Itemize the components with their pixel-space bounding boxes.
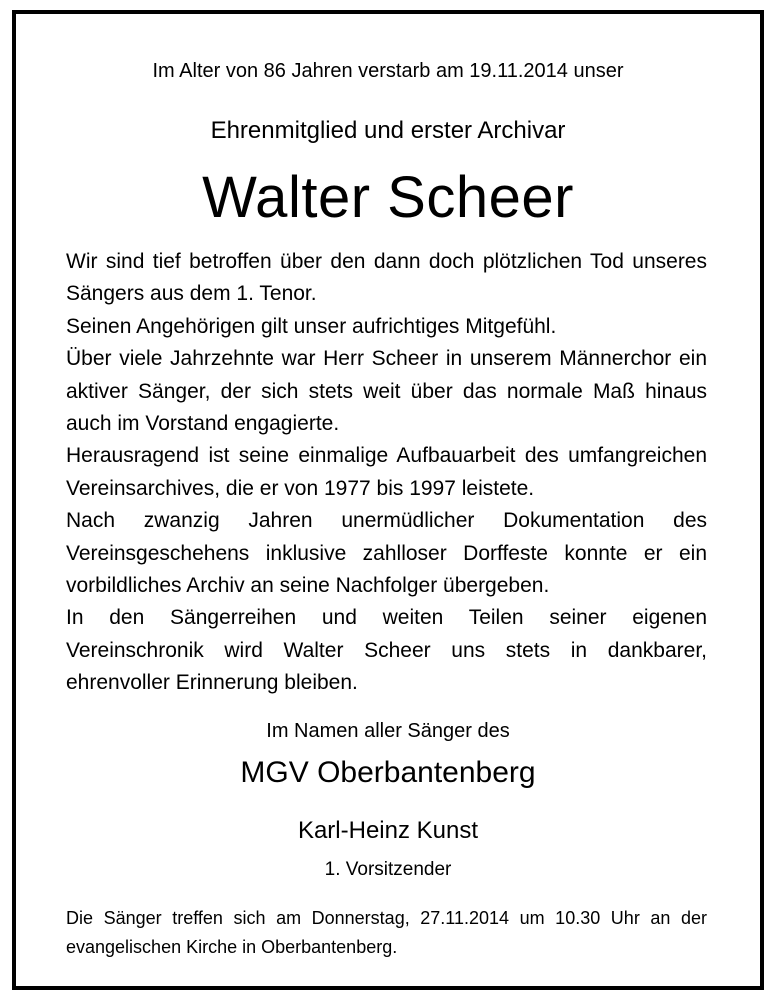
body-paragraph: Über viele Jahrzehnte war Herr Scheer in unserem Männerchor ein aktiver Sänger, der sich stets weit über das normale Maß hinaus auch im Vorstand engagierte. [66, 347, 707, 436]
body-paragraph: Seinen Angehörigen gilt unser aufrichtiges Mitgefühl. [66, 314, 557, 338]
intro-line: Im Alter von 86 Jahren verstarb am 19.11.2014 unser [152, 60, 624, 82]
obituary-body [66, 246, 707, 700]
signer-name: Karl-Heinz Kunst [297, 817, 479, 844]
deceased-name: Walter Scheer [202, 165, 574, 230]
body-paragraph: In den Sängerreihen und weiten Teilen seiner eigenen Vereinschronik wird Walter Scheer uns stets in dankbarer, ehrenvoller Erinnerung bleiben. [66, 606, 707, 695]
body-paragraph: Wir sind tief betroffen über den dann doch plötzlichen Tod unseres Sängers aus dem 1. Tenor. [66, 250, 707, 306]
signature-intro: Im Namen aller Sänger des [266, 720, 510, 742]
organization-name: MGV Oberbantenberg [240, 756, 536, 789]
signer-role: 1. Vorsitzender [324, 859, 452, 880]
body-paragraph: Herausragend ist seine einmalige Aufbauarbeit des umfangreichen Vereinsarchives, die er von 1977 bis 1997 leistete. [66, 444, 707, 500]
meeting-note-text: Die Sänger treffen sich am Donnerstag, 27.11.2014 um 10.30 Uhr an der evangelischen Kirche in Oberbantenberg. [66, 908, 707, 957]
meeting-note [66, 904, 707, 962]
obituary-notice [12, 10, 764, 990]
honorary-title: Ehrenmitglied und erster Archivar [210, 117, 566, 144]
body-paragraph: Nach zwanzig Jahren unermüdlicher Dokumentation des Vereinsgeschehens inklusive zahlloser Dorffeste konnte er ein vorbildliches Archiv an seine Nachfolger übergeben. [66, 509, 707, 598]
